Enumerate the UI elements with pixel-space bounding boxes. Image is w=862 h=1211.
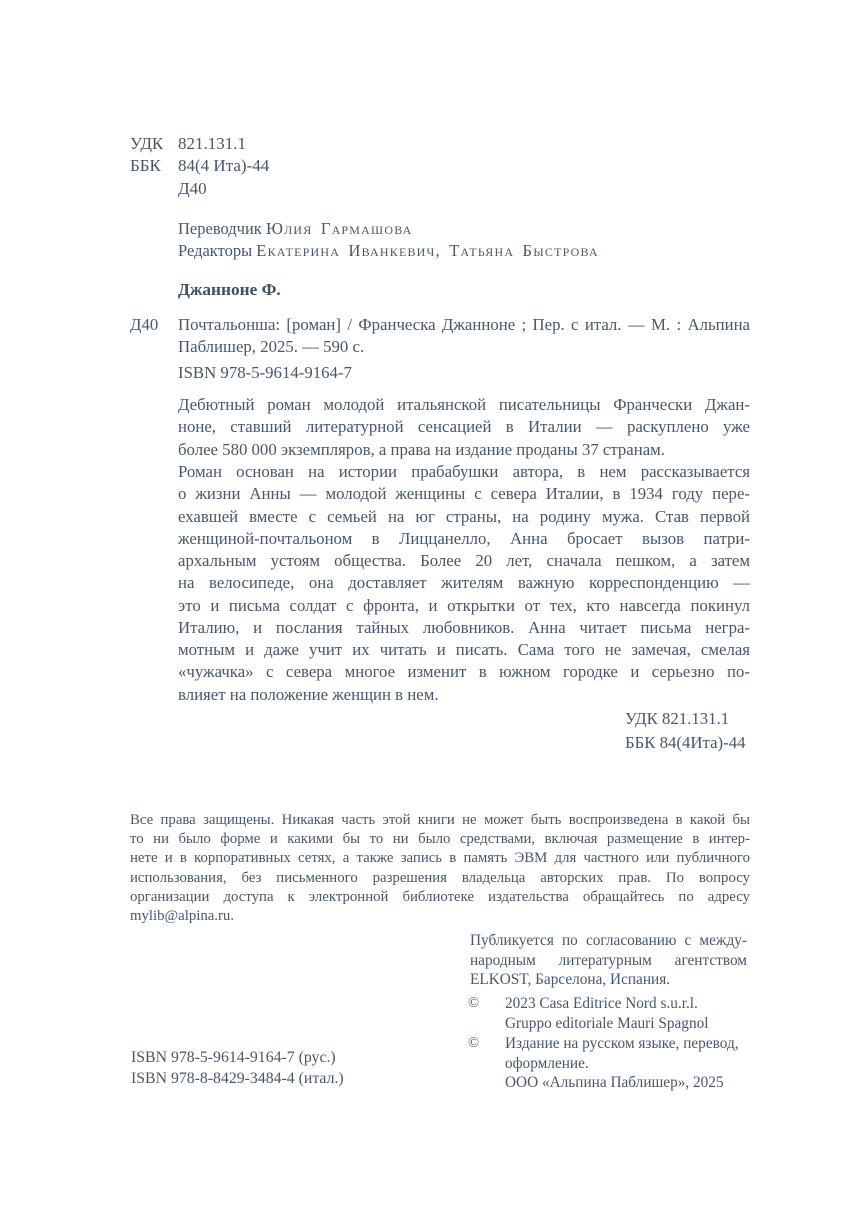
codes-footer-block: [625, 707, 745, 754]
text-line: Роман основан на истории прабабушки автора, в нем рассказывается: [178, 462, 750, 481]
copyright-icon: ©: [468, 995, 480, 1011]
text-line: это и письма солдат с фронта, и открытки от тех, кто навсегда покинул: [178, 595, 750, 615]
bbk-label: ББК: [130, 156, 161, 176]
text-line: 2023 Casa Editrice Nord s.u.r.l.: [505, 995, 698, 1012]
text-line: архальным устоям общества. Более 20 лет, сначала пешком, а затем: [178, 551, 750, 570]
text-line: ELKOST, Барселона, Испания.: [470, 971, 671, 988]
udk-value: 821.131.1: [178, 134, 246, 153]
annotation-paragraph-1: [178, 394, 750, 461]
copyright-original: [468, 994, 750, 1033]
author-sign: Д40: [178, 178, 207, 198]
annotation-paragraph-2: [178, 461, 750, 706]
text-line: Издание на русском языке, перевод,: [505, 1035, 739, 1052]
catalog-description: [178, 314, 750, 358]
author-sign-spacer: [130, 178, 178, 200]
text-line: оформление.: [505, 1054, 589, 1072]
copyright-icon: ©: [468, 1035, 480, 1051]
text-line: ООО «Альпина Паблишер», 2025: [505, 1074, 724, 1091]
text-line: то ни было форме и какими бы то ни было средствами, включая размещение в интер-: [130, 831, 750, 848]
isbn-main: ISBN 978-5-9614-9164-7: [178, 362, 352, 382]
text-line: на велосипеде, она доставляет жителям важную корреспонденцию —: [178, 573, 750, 593]
bbk-value: 84(4 Ита)-44: [178, 156, 270, 176]
text-line: использования, без письменного разрешения владельца авторских прав. По вопросу: [130, 869, 750, 886]
udk-label: УДК: [130, 134, 164, 153]
text-line: ноне, ставший литературной сенсацией в Италии — раскуплено уже: [178, 417, 750, 437]
copyright-russian-text: [505, 1034, 750, 1093]
copyright-original-text: [505, 994, 750, 1033]
translator-line: [178, 218, 599, 240]
text-line: ехавшей вместе с семьей на юг страны, на родину мужа. Став первой: [178, 506, 750, 526]
text-line: mylib@alpina.ru.: [130, 907, 235, 924]
text-line: «чужачка» с севера многое изменит в южном городке и серьезно по-: [178, 662, 750, 682]
rights-notice: [130, 811, 750, 926]
text-line: Почтальонша: [роман] / Франческа Джанноне ; Пер. с итал. — М. : Альпина: [178, 315, 750, 334]
copyright-russian: [468, 1034, 750, 1093]
translator-prefix: Переводчик: [178, 219, 262, 238]
text-line: женщиной-почтальоном в Лиццанелло, Анна бросает вызов патри-: [178, 528, 750, 548]
editors-names: Екатерина Иванкевич, Татьяна Быстрова: [256, 241, 599, 261]
classification-block: [130, 133, 269, 200]
udk-row: [130, 133, 269, 155]
text-line: Италию, и послания тайных любовников. Анна читает письма негра-: [178, 617, 750, 637]
catalog-author-sign: Д40: [130, 315, 159, 334]
text-line: Публикуется по согласованию с между-: [470, 932, 747, 949]
text-line: нете и в корпоративных сетях, а также запись в память ЭВМ для частного или публичного: [130, 850, 750, 867]
author-heading: Джанноне Ф.: [178, 280, 281, 299]
bbk-row: [130, 155, 269, 177]
editors-prefix: Редакторы: [178, 241, 253, 261]
isbn-russian: ISBN 978-5-9614-9164-7 (рус.): [131, 1049, 336, 1066]
text-line: более 580 000 экземпляров, а права на издание проданы 37 странам.: [178, 439, 665, 459]
text-line: организации доступа к электронной библиотеке издательства обращайтесь по адресу: [130, 888, 750, 905]
text-line: Gruppo editoriale Mauri Spagnol: [505, 1014, 709, 1032]
text-line: о жизни Анны — молодой женщины с севера Италии, в 1934 году пере-: [178, 484, 750, 504]
credits-block: [178, 218, 599, 263]
text-line: Все права защищены. Никакая часть этой книги не может быть воспроизведена в какой бы: [130, 812, 750, 828]
text-line: Паблишер, 2025. — 590 с.: [178, 337, 365, 356]
author-sign-row: [130, 178, 269, 200]
text-line: Дебютный роман молодой итальянской писательницы Франчески Джан-: [178, 395, 750, 414]
isbn-footer-block: [131, 1048, 344, 1089]
editors-line: [178, 240, 599, 262]
text-line: народным литературным агентством: [470, 951, 747, 969]
bbk-footer: ББК 84(4Ита)-44: [625, 732, 746, 752]
udk-footer: УДК 821.131.1: [625, 709, 730, 728]
isbn-italian: ISBN 978-8-8429-3484-4 (итал.): [131, 1069, 344, 1087]
agency-note: [470, 931, 747, 990]
text-line: мотным и даже учит их читать и писать. Сама того не замечая, смелая: [178, 640, 750, 659]
translator-name: Юлия Гармашова: [265, 219, 413, 238]
text-line: влияет на положение женщин в нем.: [178, 684, 439, 704]
